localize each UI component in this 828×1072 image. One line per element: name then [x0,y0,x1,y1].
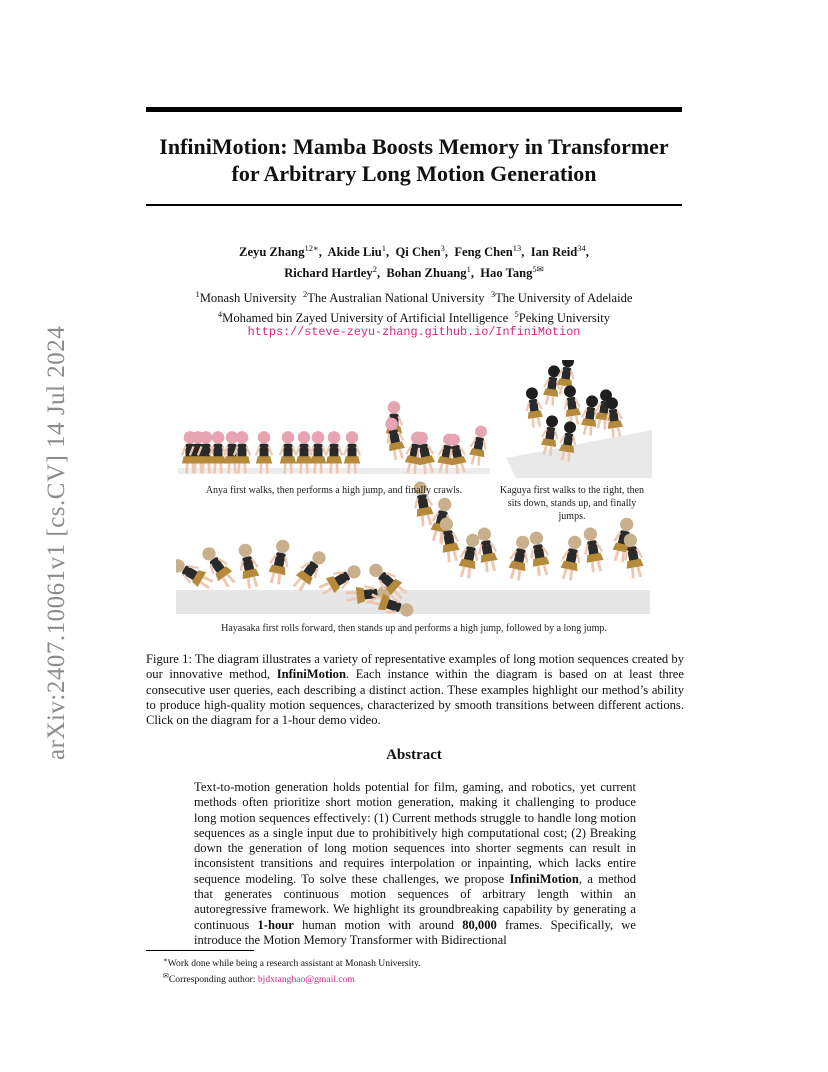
anya-floor [178,468,490,474]
character-figure [382,416,407,461]
character-figure [266,538,292,585]
character-figure [562,384,583,426]
author-list: Zeyu Zhang$^{12∗}$, Akide Liu$^1$, Qi Chen$^3$, Feng Chen$^{13}$, Ian Reid$^{34}$, Richard Hartley$^2$, Bohan Zhuang$^1$, Hao Tang$^{5✉}$ [239,243,589,281]
character-figure [475,526,500,573]
project-url-link[interactable]: https://steve-zeyu-zhang.github.io/InfiniMotion [247,325,581,339]
paper-title [130,133,698,187]
author: Bohan Zhuang$^1$ [386,264,471,281]
figure-caption: Figure 1: The diagram illustrates a variety of representative examples of long motion sequences created by our innovative method, InfiniMotion. Each instance within the diagram is based on at least three consecutive user queries, each describing a distinct action. These examples highlight our method’s ability to produce high-quality motion sequences, characterized by smooth transitions between different actions. Click on the diagram for a 1-hour demo video. [146,652,684,728]
affiliation: $^1$Monash University [195,289,297,306]
figure-caption-label: Figure 1: [146,652,192,666]
affiliation: $^4$Mohamed bin Zayed University of Artificial Intelligence [217,308,509,325]
footnotes [163,954,663,986]
character-figure [280,431,296,473]
author: Hao Tang$^{5✉}$ [480,264,544,281]
anya-panel-caption: Anya first walks, then performs a high jump, and finally crawls. [205,485,463,496]
character-figure [468,424,490,466]
author: Zeyu Zhang$^{12∗}$ [239,243,319,260]
author: Akide Liu$^1$ [327,243,387,260]
author: Richard Hartley$^2$ [284,264,377,281]
character-figure [581,526,606,573]
affiliations [146,287,682,326]
character-figure [604,396,625,438]
hayasaka-panel-caption: Hayasaka first rolls forward, then stands up and performs a high jump, followed by a long jump. [221,623,607,634]
arxiv-stamp: arXiv:2407.10061v1 [cs.CV] 14 Jul 2024 [43,325,70,760]
title-line-1: InfiniMotion: Mamba Boosts Memory in Transformer [159,134,669,159]
author: Qi Chen$^3$ [395,243,445,260]
affiliation: $^5$Peking University [514,308,611,325]
affiliation: $^3$The University of Adelaide [490,289,633,306]
character-figure [344,431,360,473]
abstract-body: Text-to-motion generation holds potential for film, gaming, and robotics, yet current methods often prioritize short motion generation, making it challenging to produce long motion sequences effectively: (1) Current methods struggle to handle long motion sequences as a single input due to prohibitively high computational cost; (2) Breaking down the generation of long motion sequences into shorter segments can result in inconsistent transitions and requires interpolation or inpainting, which lacks entire sequence modeling. To solve these challenges, we propose InfiniMotion, a method that generates continuous motion sequences of arbitrary length within an autoregressive framework. We highlight its groundbreaking capability by generating a continuous 1-hour human motion with around 80,000 frames. Specifically, we introduce the Motion Memory Transformer with Bidirectional [194,780,636,947]
character-figure [210,431,226,473]
affiliation: $^2$The Australian National University [302,289,485,306]
character-figure [236,542,262,589]
character-figure [558,534,584,581]
abstract-heading: Abstract [386,747,442,763]
footnote-corresponding-author: ✉Corresponding author: bjdxtanghao@gmail.com [163,972,355,986]
character-figure [542,364,563,406]
character-figure [527,530,552,577]
character-figure [256,431,272,473]
character-figure [296,431,312,473]
method-name: InfiniMotion [276,667,346,682]
character-figure [198,543,238,589]
character-figure [176,555,215,592]
author-email-link[interactable]: bjdxtanghao@gmail.com [257,974,355,986]
title-bottom-rule [146,204,682,206]
footnote-rule [146,950,254,951]
character-figure [456,532,482,579]
character-figure [524,386,545,428]
character-figure [326,431,342,473]
kaguya-floor [506,430,652,478]
character-figure [506,534,532,581]
author: Feng Chen$^{13}$ [454,243,522,260]
author: Ian Reid$^{34}$ [530,243,586,260]
anya-walk-jump-crawl-sequence [182,401,490,475]
envelope-icon: ✉ [163,972,169,981]
character-figure [310,431,326,473]
kaguya-panel-caption: Kaguya first walks to the right, then sits down, stands up, and finally jumps. [499,485,645,522]
motion-figure[interactable] [176,360,652,634]
title-top-rule [146,107,682,112]
footnote-research-assistant: ∗Work done while being a research assistant at Monash University. [163,956,421,970]
title-line-2: for Arbitrary Long Motion Generation [231,161,597,186]
